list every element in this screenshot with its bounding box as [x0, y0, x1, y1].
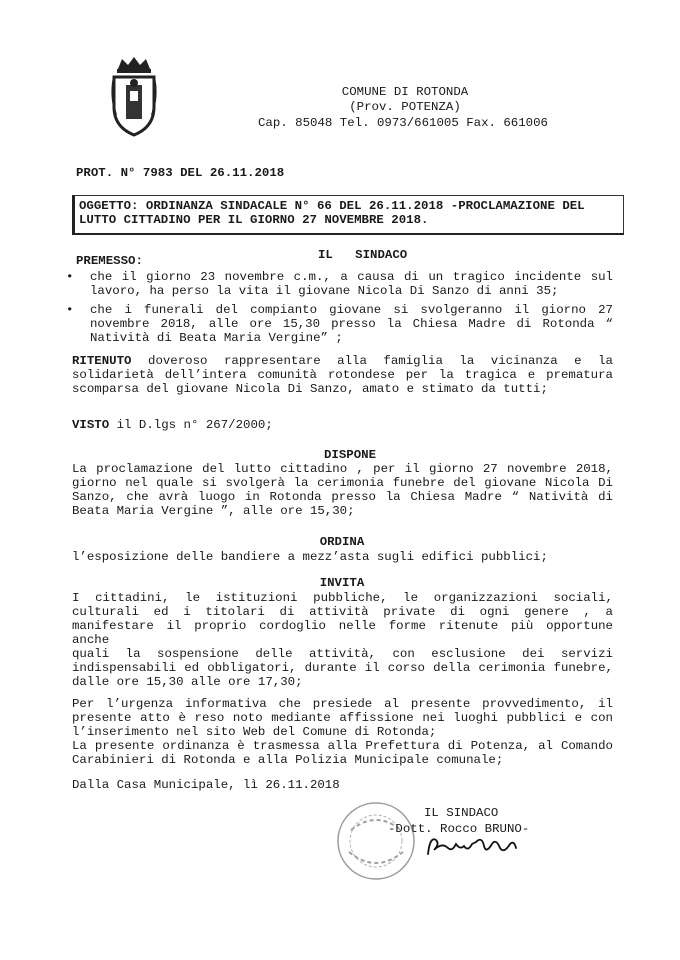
- visto-paragraph: VISTO il D.lgs n° 267/2000;: [72, 418, 273, 432]
- signature-title: IL SINDACO: [424, 806, 499, 820]
- subject-line: LUTTO CITTADINO PER IL GIORNO 27 NOVEMBRE 2018.: [79, 213, 429, 227]
- protocol-number: PROT. N° 7983 DEL 26.11.2018: [76, 166, 285, 180]
- subject-box: [72, 195, 624, 235]
- provincia: (Prov. POTENZA): [349, 100, 461, 114]
- contacts: Cap. 85048 Tel. 0973/661005 Fax. 661006: [258, 116, 548, 130]
- ritenuto-label: RITENUTO: [72, 354, 132, 368]
- invita-paragraph: I cittadini, le istituzioni pubbliche, le organizzazioni sociali, culturali ed i titolari di attività private di ogni genere , a manifestare il proprio cordoglio nelle forme ritenute più opportune anche quali la sospensione delle attività, con esclusione dei servizi indispensabili ed obbligatori, durante il corso della cerimonia funebre, dalle ore 15,30 alle ore 17,30;: [72, 591, 613, 689]
- municipal-seal-stamp: [335, 800, 417, 882]
- ordina-paragraph: l’esposizione delle bandiere a mezz’asta sugli edifici pubblici;: [72, 550, 548, 564]
- sindaco-heading: IL SINDACO: [318, 248, 408, 262]
- premesso-item: che il giorno 23 novembre c.m., a causa di un tragico incidente sul lavoro, ha perso la vita il giovane Nicola Di Sanzo di anni 35;: [90, 270, 613, 298]
- ritenuto-paragraph: RITENUTO doveroso rappresentare alla famiglia la vicinanza e la solidarietà dell’intera comunità rotondese per la tragica e prematura scomparsa del giovane Nicola Di Sanzo, amato e stimato da tutti;: [72, 354, 613, 396]
- bullet-icon: •: [66, 303, 74, 317]
- premesso-label: PREMESSO:: [76, 254, 143, 268]
- coat-of-arms-logo: [108, 55, 160, 137]
- handwritten-signature: [424, 832, 520, 860]
- invita-heading: INVITA: [319, 576, 365, 590]
- visto-label: VISTO: [72, 418, 110, 432]
- bullet-icon: •: [66, 270, 74, 284]
- premesso-item: che i funerali del compianto giovane si svolgeranno il giorno 27 novembre 2018, alle ore 15,30 presso la Chiesa Madre di Rotonda “ Natività di Beata Maria Vergine” ;: [90, 303, 613, 345]
- comune-name: COMUNE DI ROTONDA: [341, 85, 469, 99]
- ordina-heading: ORDINA: [319, 535, 365, 549]
- signature-name: -Dott. Rocco BRUNO-: [388, 822, 530, 836]
- dispone-heading: DISPONE: [323, 448, 377, 462]
- subject-line: OGGETTO: ORDINANZA SINDACALE N° 66 DEL 26.11.2018 -PROCLAMAZIONE DEL: [79, 199, 585, 213]
- closing-line: Dalla Casa Municipale, lì 26.11.2018: [72, 778, 340, 792]
- urgenza-paragraph: Per l’urgenza informativa che presiede al presente provvedimento, il presente atto è reso noto mediante affissione nei luoghi pubblici e con l’inserimento nel sito Web del Comune di Rotonda; La presente ordinanza è trasmessa alla Prefettura di Potenza, al Comando Carabinieri di Rotonda e alla Polizia Municipale comunale;: [72, 697, 613, 767]
- dispone-paragraph: La proclamazione del lutto cittadino , per il giorno 27 novembre 2018, giorno nel quale si svolgerà la cerimonia funebre del giovane Nicola Di Sanzo, che avrà luogo in Rotonda presso la Chiesa Madre “ Natività di Beata Maria Vergine ”, alle ore 15,30;: [72, 462, 613, 518]
